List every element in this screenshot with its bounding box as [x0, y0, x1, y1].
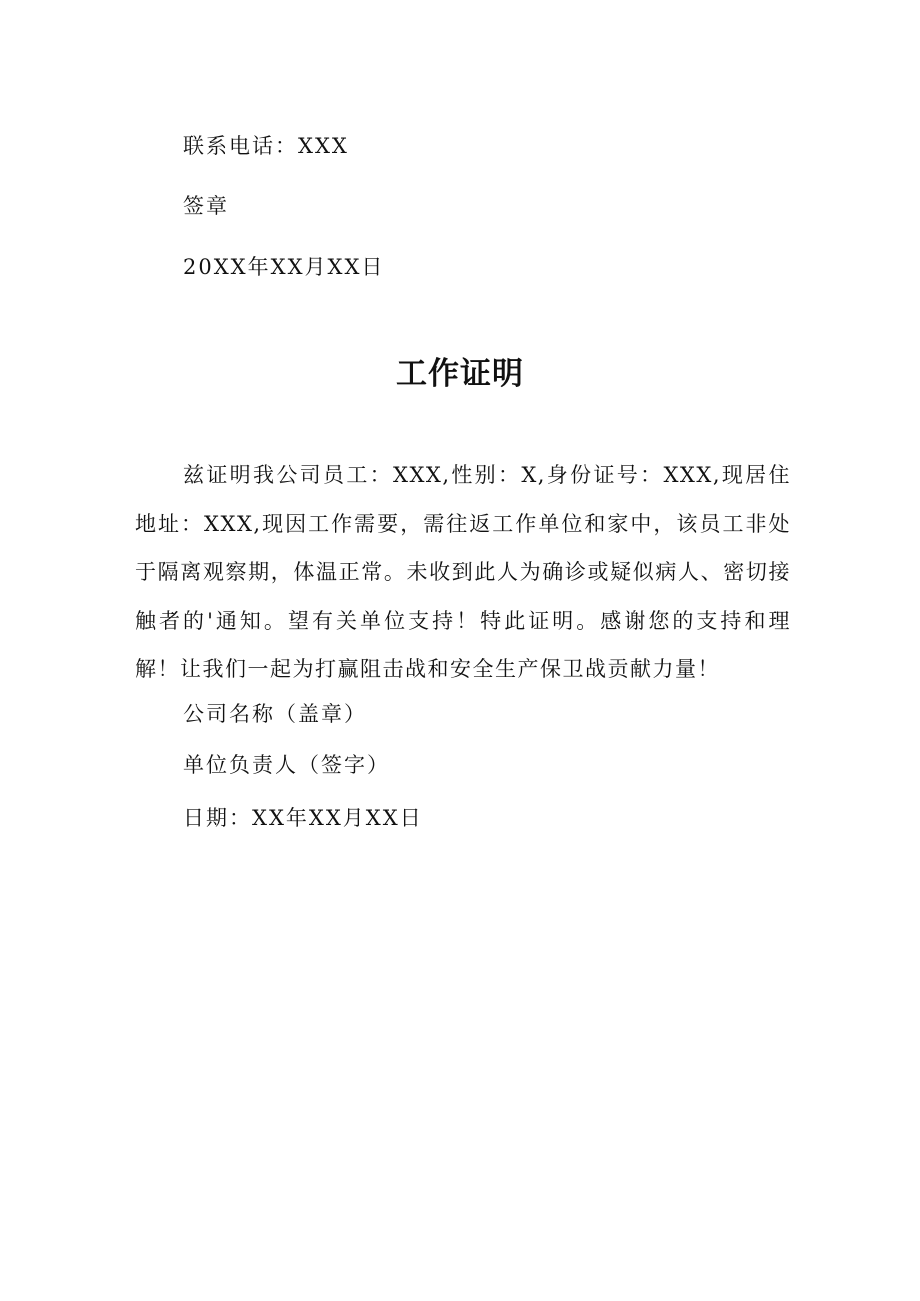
header-date-line: 20XX年XX月XX日	[183, 255, 385, 279]
seal-line: 签章	[183, 194, 229, 218]
document-title: 工作证明	[396, 356, 524, 392]
company-name-seal-line: 公司名称（盖章）	[183, 702, 367, 726]
contact-phone-line: 联系电话：XXX	[183, 134, 349, 158]
footer-date-line: 日期：XX年XX月XX日	[183, 806, 423, 830]
responsible-person-signature-line: 单位负责人（签字）	[183, 753, 390, 777]
certificate-body-paragraph: 兹证明我公司员工：XXX,性别：X,身份证号：XXX,现居住地址：XXX,现因工作需要，需往返工作单位和家中，该员工非处于隔离观察期，体温正常。未收到此人为确诊或疑似病人、密切接触者的'通知。望有关单位支持！特此证明。感谢您的支持和理解！让我们一起为打赢阻击战和安全生产保卫战贡献力量！	[135, 463, 791, 681]
